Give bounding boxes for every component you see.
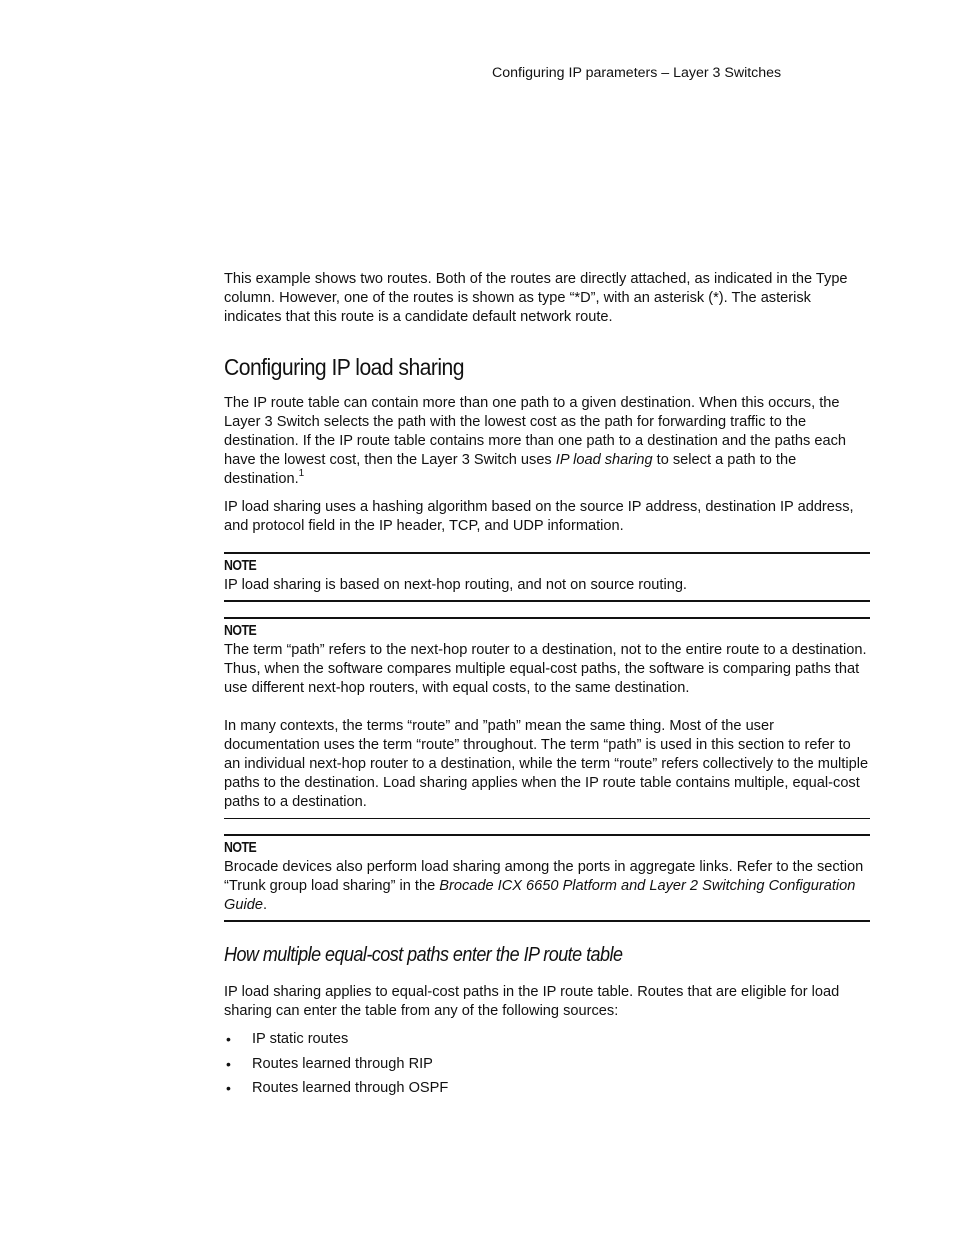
note-label: NOTE xyxy=(224,558,257,574)
footnote-marker[interactable]: 1 xyxy=(298,468,305,479)
note-text xyxy=(224,858,870,915)
source-list xyxy=(224,1030,870,1098)
section-heading: Configuring IP load sharing xyxy=(224,354,464,380)
emphasis-term: IP load sharing xyxy=(555,452,653,468)
paragraph-text: to select a path to the destination. xyxy=(224,452,797,487)
note-label: NOTE xyxy=(224,623,257,639)
guide-title: Brocade ICX 6650 Platform and Layer 2 Switching Configuration Guide xyxy=(224,878,856,913)
running-header: Configuring IP parameters – Layer 3 Switches xyxy=(492,65,782,81)
section-paragraph-2: IP load sharing uses a hashing algorithm based on the source IP address, destination IP address, and protocol field in the IP header, TCP, and UDP information. xyxy=(224,499,854,534)
list-item xyxy=(224,1030,870,1049)
note-text: The term “path” refers to the next-hop router to a destination, not to the entire route to a destination. Thus, when the software compares multiple equal-cost paths, the software is comparing paths that use different next-hop routers, with equal costs, to the same destination. xyxy=(224,642,867,696)
note-text: In many contexts, the terms “route” and ”path” mean the same thing. Most of the user documentation uses the term “route” throughout. The term “path” is used in this section to refer to an individual next-hop router to a destination, while the term “route” refers collectively to the multiple paths to the destination. Load sharing applies when the IP route table contains multiple, equal-cost paths to a destination. xyxy=(224,718,869,810)
note-box xyxy=(224,552,870,602)
note-label: NOTE xyxy=(224,840,257,856)
subsection-paragraph: IP load sharing applies to equal-cost paths in the IP route table. Routes that are eligible for load sharing can enter the table from any of the following sources: xyxy=(224,984,840,1019)
list-item-text: Routes learned through RIP xyxy=(252,1055,433,1072)
note-box xyxy=(224,617,870,819)
page-content xyxy=(224,270,870,1104)
note-box xyxy=(224,834,870,922)
note-text-part: Brocade devices also perform load sharing among the ports in aggregate links. Refer to the section “Trunk group load sharing” in the xyxy=(224,859,864,894)
paragraph-text: The IP route table can contain more than one path to a given destination. When this occurs, the Layer 3 Switch selects the path with the lowest cost as the path for forwarding traffic to the destination. If the IP route table contains more than one path to a destination and the paths each have the lowest cost, then the Layer 3 Switch uses xyxy=(224,395,847,468)
list-item-text: IP static routes xyxy=(252,1031,349,1047)
bullet-icon: • xyxy=(226,1080,231,1096)
intro-paragraph: This example shows two routes. Both of the routes are directly attached, as indicated in the Type column. However, one of the routes is shown as type “*D”, with an asterisk (*). The asterisk indicates that this route is a candidate default network route. xyxy=(224,271,848,325)
note-text-part: . xyxy=(262,897,268,913)
subsection-heading: How multiple equal-cost paths enter the IP route table xyxy=(224,944,623,966)
list-item xyxy=(224,1079,870,1098)
bullet-icon: • xyxy=(226,1055,231,1072)
list-item-text: Routes learned through OSPF xyxy=(252,1080,449,1096)
note-text: IP load sharing is based on next-hop routing, and not on source routing. xyxy=(224,577,687,593)
bullet-icon: • xyxy=(226,1031,231,1047)
list-item xyxy=(224,1055,870,1074)
section-paragraph-1 xyxy=(224,394,870,489)
